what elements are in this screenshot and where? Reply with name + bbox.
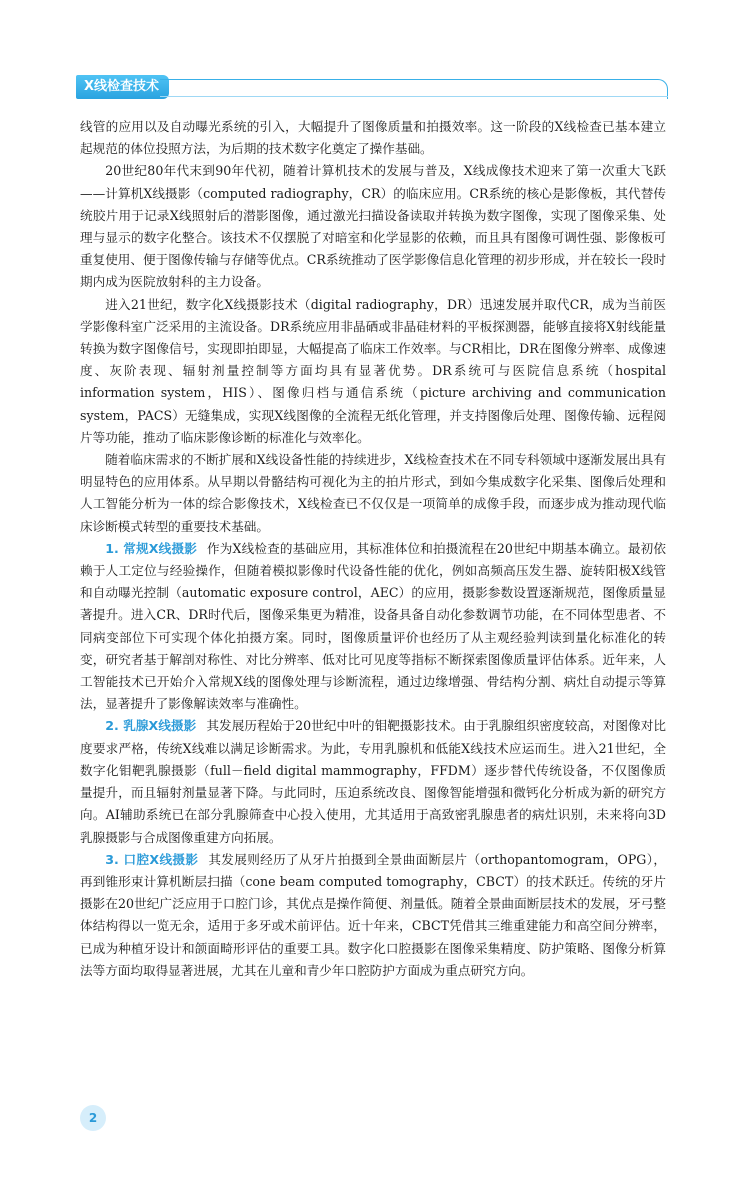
paragraph-specialty: 随着临床需求的不断扩展和X线设备性能的持续进步，X线检查技术在不同专科领域中逐渐发展出具有明显特色的应用体系。从早期以骨骼结构可视化为主的拍片形式，到如今集成数字化采集、图像后处理和人工智能分析为一体的综合影像技术，X线检查已不仅仅是一项简单的成像手段，而逐步成为推动现代临床诊断模式转型的重要技术基础。	[80, 452, 666, 534]
paragraph-cr: 20世纪80年代末到90年代初，随着计算机技术的发展与普及，X线成像技术迎来了第一次重大飞跃——计算机X线摄影（computed radiography，CR）的临床应用。CR系统的核心是影像板，其代替传统胶片用于记录X线照射后的潜影图像，通过激光扫描设备读取并转换为数字图像，实现了图像采集、处理与显示的数字化整合。该技术不仅摆脱了对暗室和化学显影的依赖，而且具有图像可调性强、影像板可重复使用、便于图像传输与存储等优点。CR系统推动了医学影像信息化管理的初步形成，并在较长一段时期内成为医院放射科的主力设备。	[80, 163, 666, 290]
section-heading: 2. 乳腺X线摄影	[105, 718, 197, 734]
section-heading: 1. 常规X线摄影	[105, 540, 197, 556]
chapter-header-tab: X线检查技术	[76, 75, 169, 99]
section-heading: 3. 口腔X线摄影	[105, 851, 199, 867]
paragraph-dr: 进入21世纪，数字化X线摄影技术（digital radiography，DR）迅速发展并取代CR，成为当前医学影像科室广泛采用的主流设备。DR系统应用非晶硒或非晶硅材料的平板探测器，能够直接将X射线能量转换为数字图像信号，实现即拍即显，大幅提高了临床工作效率。与CR相比，DR在图像分辨率、成像速度、灰阶表现、辐射剂量控制等方面均具有显著优势。DR系统可与医院信息系统（hospital information system，HIS）、图像归档与通信系统（picture archiving and communication system，PACS）无缝集成，实现X线图像的全流程无纸化管理，并支持图像后处理、图像传输、远程阅片等功能，推动了临床影像诊断的标准化与效率化。	[80, 296, 666, 445]
section-text: 其发展历程始于20世纪中叶的钼靶摄影技术。由于乳腺组织密度较高，对图像对比度要求严格，传统X线难以满足诊断需求。为此，专用乳腺机和低能X线技术应运而生。进入21世纪，全数字化钼靶乳腺摄影（full－field digital mammography，FFDM）逐步替代传统设备，不仅图像质量提升，而且辐射剂量显著下降。与此同时，压迫系统改良、图像智能增强和微钙化分析成为新的研究方向。AI辅助系统已在部分乳腺筛查中心投入使用，尤其适用于高致密乳腺患者的病灶识别，未来将向3D乳腺摄影与合成图像重建方向拓展。	[80, 718, 666, 845]
page-body	[80, 116, 666, 982]
page-number-badge: 2	[80, 1105, 106, 1131]
section-text: 其发展则经历了从牙片拍摄到全景曲面断层片（orthopantomogram，OPG），再到锥形束计算机断层扫描（cone beam computed tomography，CBCT）的技术跃迁。传统的牙片摄影在20世纪广泛应用于口腔门诊，其优点是操作简便、剂量低。随着全景曲面断层技术的发展，牙弓整体结构得以一览无余，适用于多牙或术前评估。近十年来，CBCT凭借其三维重建能力和高空间分辨率，已成为种植牙设计和颌面畸形评估的重要工具。数字化口腔摄影在图像采集精度、防护策略、图像分析算法等方面均取得显著进展，尤其在儿童和青少年口腔防护方面成为重点研究方向。	[80, 851, 666, 978]
section-text: 作为X线检查的基础应用，其标准体位和拍摄流程在20世纪中期基本确立。最初依赖于人工定位与经验操作，但随着模拟影像时代设备性能的优化，例如高频高压发生器、旋转阳极X线管和自动曝光控制（automatic exposure control，AEC）的应用，摄影参数设置逐渐规范，图像质量显著提升。进入CR、DR时代后，图像采集更为精准，设备具备自动化参数调节功能，在不同体型患者、不同病变部位下可实现个体化拍摄方案。同时，图像质量评价也经历了从主观经验判读到量化标准化的转变，研究者基于解剖对称性、对比分辨率、低对比可见度等指标不断探索图像质量评估体系。近年来，人工智能技术已开始介入常规X线的图像处理与诊断流程，通过边缘增强、骨结构分割、病灶自动提示等算法，显著提升了影像解读效率与准确性。	[80, 540, 666, 712]
section-conventional	[80, 538, 666, 716]
header-rule-bottom	[160, 96, 668, 97]
section-dental	[80, 849, 666, 982]
section-mammography	[80, 715, 666, 848]
paragraph-continued: 线管的应用以及自动曝光系统的引入，大幅提升了图像质量和拍摄效率。这一阶段的X线检查已基本建立起规范的体位投照方法，为后期的技术数字化奠定了操作基础。	[80, 119, 666, 157]
